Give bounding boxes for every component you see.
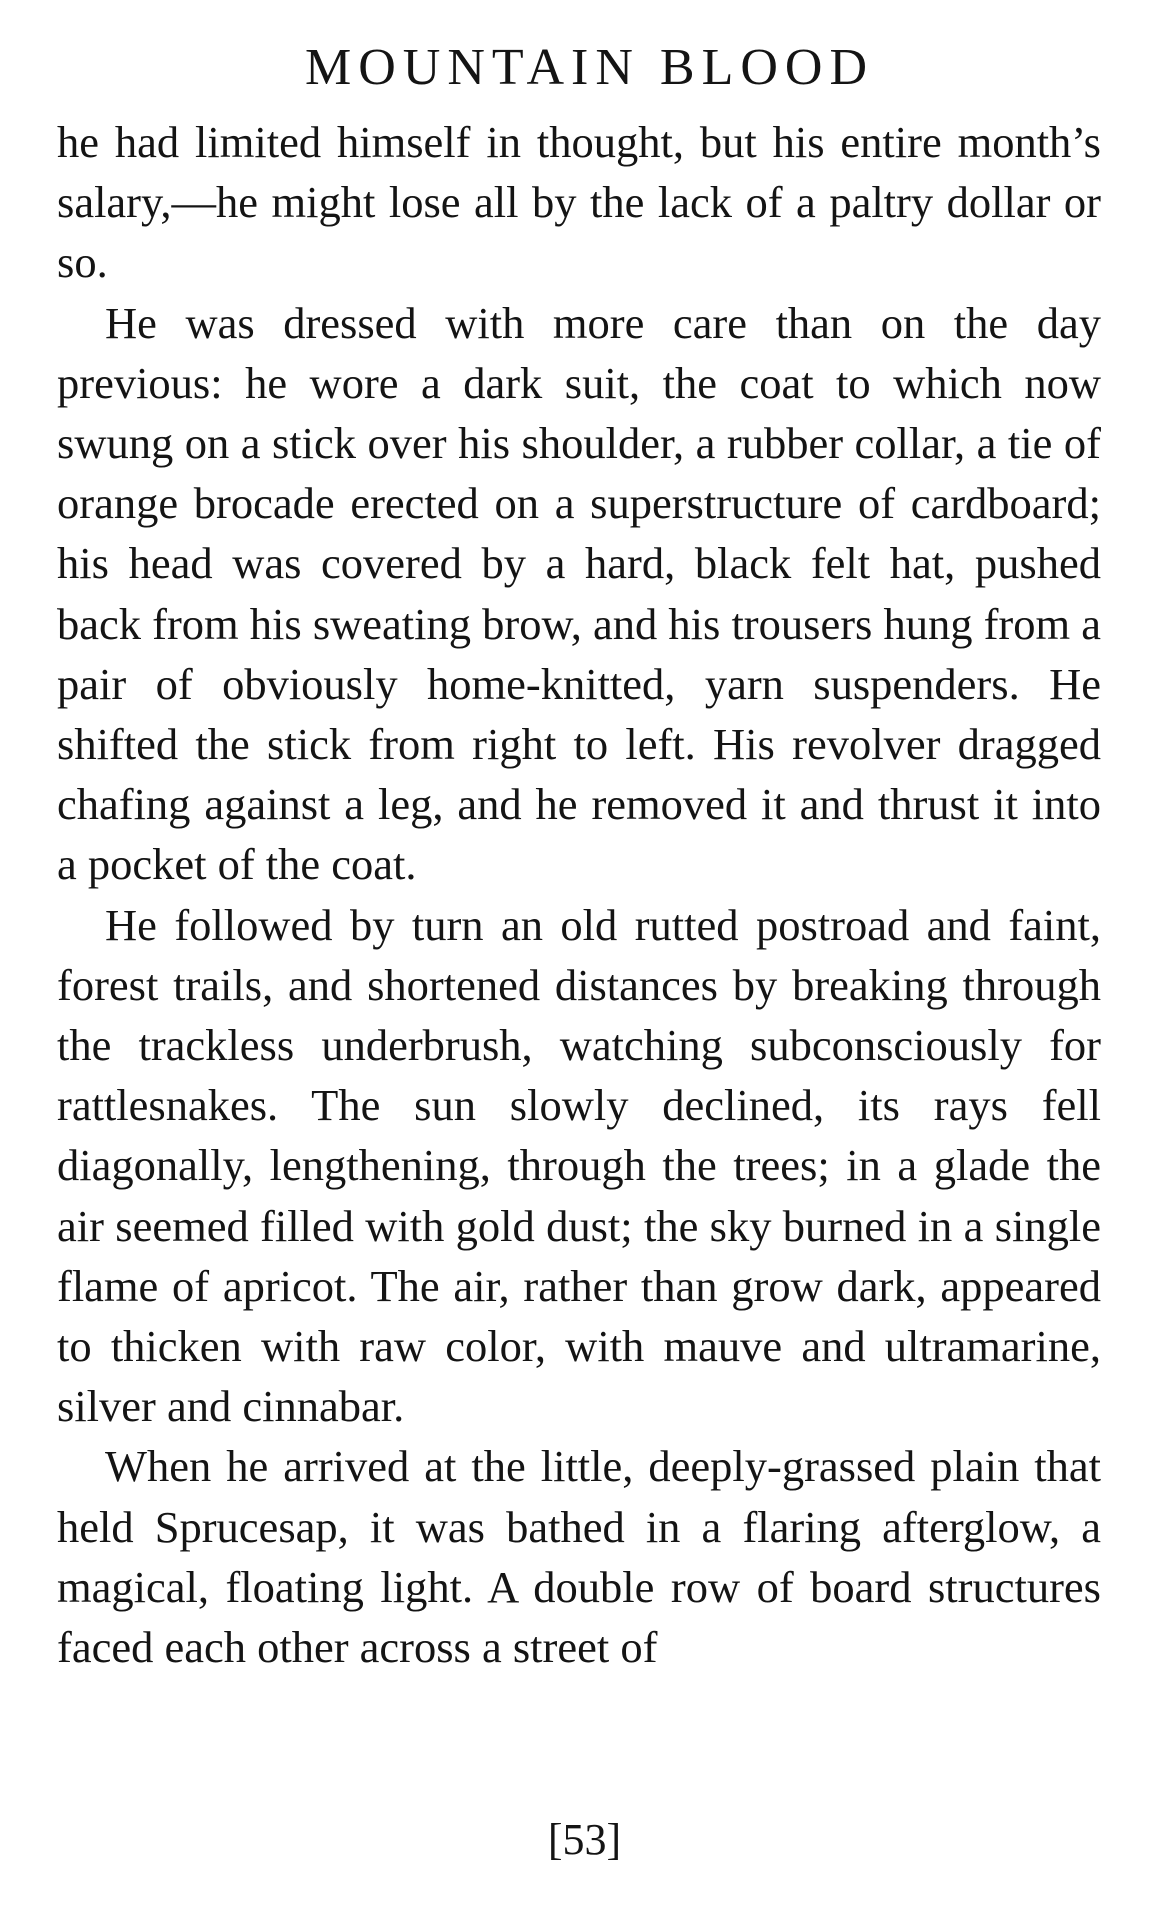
page-number: [53] <box>547 1815 622 1864</box>
running-head: MOUNTAIN BLOOD <box>304 39 875 96</box>
paragraph-continued: he had limited himself in thought, but his entire month’s salary,—he might lose all by the lack of a paltry dollar or so. <box>57 117 1101 288</box>
paragraph-journey: He followed by turn an old rutted postroad and faint, forest trails, and shortened distances by breaking through the trackless underbrush, watching subconsciously for rattlesnakes. The sun slowly declined, its rays fell diagonally, lengthening, through the trees; in a glade the air seemed filled with gold dust; the sky burned in a single flame of apricot. The air, rather than grow dark, appeared to thicken with raw color, with mauve and ultramarine, silver and cinnabar. <box>57 899 1101 1432</box>
paragraph-arrival: When he arrived at the little, deeply-grassed plain that held Sprucesap, it was bathed in a flaring afterglow, a magical, floating light. A double row of board structures faced each other across a street of <box>57 1441 1101 1673</box>
paragraph-attire: He was dressed with more care than on the day previous: he wore a dark suit, the coat to which now swung on a stick over his shoulder, a rubber collar, a tie of orange brocade erected on a superstructure of cardboard; his head was covered by a hard, black felt hat, pushed back from his sweating brow, and his trousers hung from a pair of obviously home-knitted, yarn suspenders. He shifted the stick from right to left. His revolver dragged chafing against a leg, and he removed it and thrust it into a pocket of the coat. <box>57 297 1101 890</box>
body-text <box>57 112 1101 1677</box>
